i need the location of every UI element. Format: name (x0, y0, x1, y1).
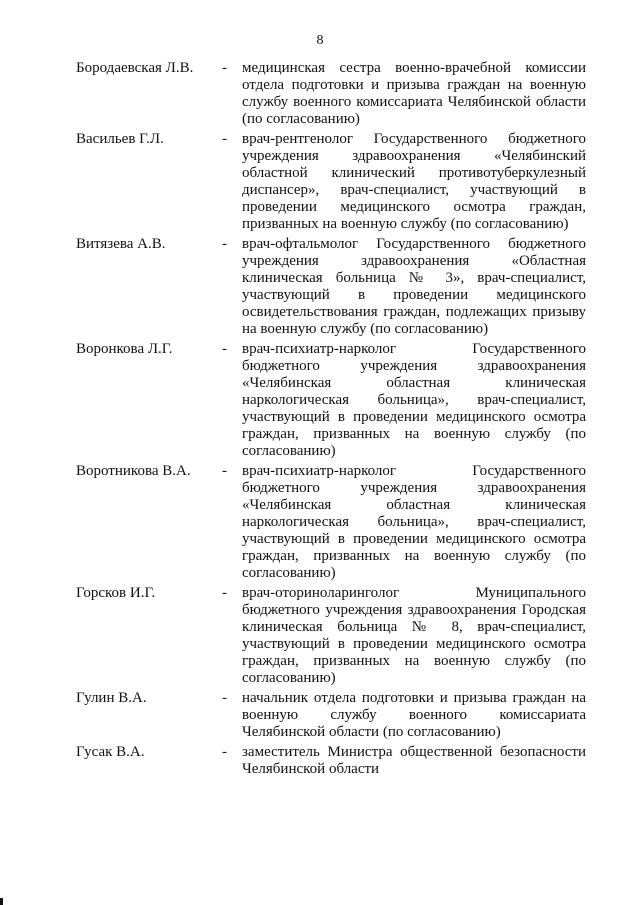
dash-separator: - (222, 585, 227, 601)
person-position: медицинская сестра военно-врачебной комиссии отдела подготовки и призыва граждан на военную службу военного комиссариата Челябинской области (по согласованию) (242, 60, 586, 127)
dash-separator: - (222, 690, 227, 706)
dash-separator: - (222, 341, 227, 357)
person-name: Бородаевская Л.В. (76, 60, 194, 76)
list-item (76, 341, 586, 460)
dash-separator: - (222, 236, 227, 252)
person-name: Горсков И.Г. (76, 585, 156, 601)
person-position: врач-оториноларинголог Муниципального бюджетного учреждения здравоохранения Городская клиническая больница № 8, врач-специалист, участвующий в проведении медицинского осмотра граждан, призванных на военную службу (по согласованию) (242, 585, 586, 686)
list-item (76, 463, 586, 582)
dash-separator: - (222, 131, 227, 147)
list-item (76, 131, 586, 233)
person-name: Гусак В.А. (76, 744, 145, 760)
dash-separator: - (222, 744, 227, 760)
person-position: начальник отдела подготовки и призыва граждан на военную службу военного комиссариата Челябинской области (по согласованию) (242, 690, 586, 740)
list-item (76, 60, 586, 128)
dash-separator: - (222, 463, 227, 479)
list-item (76, 236, 586, 338)
list-item (76, 744, 586, 778)
person-position: врач-психиатр-нарколог Государственного бюджетного учреждения здравоохранения «Челябинская областная клиническая наркологическая больница», врач-специалист, участвующий в проведении медицинского осмотра граждан, призванных на военную службу (по согласованию) (242, 341, 586, 459)
list-item (76, 585, 586, 687)
dash-separator: - (222, 60, 227, 76)
person-position: врач-рентгенолог Государственного бюджетного учреждения здравоохранения «Челябинский областной клинический противотуберкулезный диспансер», врач-специалист, участвующий в проведении медицинского осмотра граждан, призванных на военную службу (по согласованию) (242, 131, 586, 232)
person-position: врач-офтальмолог Государственного бюджетного учреждения здравоохранения «Областная клиническая больница № 3», врач-специалист, участвующий в проведении медицинского освидетельствования граждан, подлежащих призыву на военную службу (по согласованию) (242, 236, 586, 337)
entry-list (76, 60, 586, 781)
person-position: врач-психиатр-нарколог Государственного бюджетного учреждения здравоохранения «Челябинская областная клиническая наркологическая больница», врач-специалист, участвующий в проведении медицинского осмотра граждан, призванных на военную службу (по согласованию) (242, 463, 586, 581)
person-position: заместитель Министра общественной безопасности Челябинской области (242, 744, 586, 777)
person-name: Гулин В.А. (76, 690, 147, 706)
person-name: Васильев Г.Л. (76, 131, 164, 147)
person-name: Витязева А.В. (76, 236, 166, 252)
list-item (76, 690, 586, 741)
page-number: 8 (316, 33, 324, 48)
scan-mark (0, 898, 3, 905)
person-name: Воротникова В.А. (76, 463, 191, 479)
person-name: Воронкова Л.Г. (76, 341, 173, 357)
